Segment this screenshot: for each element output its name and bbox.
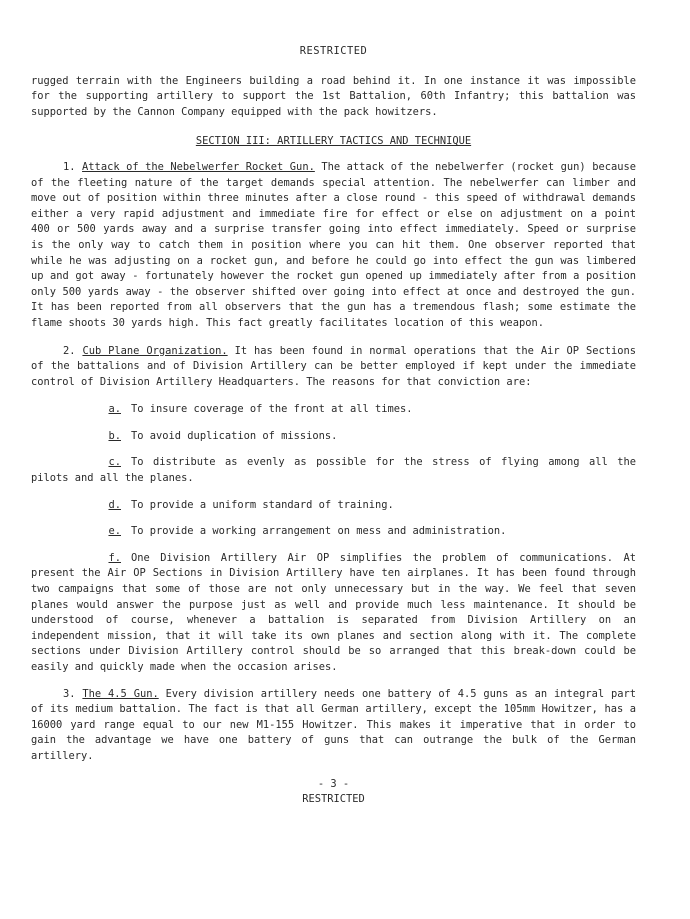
- sub-item-d: [31, 498, 636, 514]
- paragraph-3: [31, 687, 636, 765]
- section-title-text: SECTION III: ARTILLERY TACTICS AND TECHNIQUE: [195, 135, 472, 148]
- sub-item-e-text: To provide a working arrangement on mess and administration.: [131, 525, 507, 538]
- sub-item-e-label: e.: [108, 525, 121, 538]
- sub-item-f-text: One Division Artillery Air OP simplifies the problem of communications. At present the Air OP Sections in Division Artillery have ten airplanes. It has been found through two campaigns that some of those are not only unnecessary but in the way. We feel that seven planes would answer the purpose just as well and provide much less maintenance. It should be understood of course, whenever a battalion is separated from Division Artillery on an independent mission, that it will take its own planes and section along with it. The complete sections under Division Artillery control should be so arranged that this break-down could be easily and quickly made when the occasion arises.: [31, 551, 636, 673]
- classification-footer: RESTRICTED: [302, 793, 365, 806]
- paragraph-2-heading: Cub Plane Organization.: [82, 344, 228, 357]
- sub-item-f: [31, 551, 636, 676]
- classification-header: RESTRICTED: [299, 45, 368, 57]
- sub-item-a-label: a.: [108, 403, 121, 416]
- sub-item-f-label: f.: [108, 551, 121, 564]
- sub-item-b: [31, 429, 636, 445]
- sub-item-a: [31, 402, 636, 418]
- section-title: [31, 134, 636, 150]
- sub-item-d-label: d.: [108, 498, 121, 511]
- sub-item-e: [31, 524, 636, 540]
- page-number: - 3 -: [317, 777, 350, 790]
- paragraph-2: [31, 344, 636, 391]
- paragraph-2-number: 2.: [63, 344, 76, 357]
- sub-item-d-text: To provide a uniform standard of training.: [131, 498, 394, 511]
- paragraph-3-text: Every division artillery needs one battery of 4.5 guns as an integral part of its medium battalion. The fact is that all German artillery, except the 105mm Howitzer, has a 16000 yard range equal to our new M1-155 Howitzer. This makes it imperative that in order to gain the advantage we have one battery of guns that can outrange the bulk of the German artillery.: [31, 687, 636, 762]
- sub-item-c-label: c.: [108, 456, 121, 469]
- sub-item-c: [31, 455, 636, 486]
- paragraph-1-text: The attack of the nebelwerfer (rocket gun) because of the fleeting nature of the target demands special attention. The nebelwerfer can limber and move out of position within three minutes after a close round - this speed of withdrawal demands either a very rapid adjustment and immediate fire for effect or else on adjustment on a point 400 or 500 yards away and a surprise transfer going into effect immediately. Speed or surprise is the only way to catch them in position where you can hit them. One observer reported that while he was adjusting on a rocket gun, and before he could go into effect the gun was limbered up and got away - fortunately however the rocket gun opened up immediately after from a position only 500 yards away - the observer shifted over going into effect at once and destroyed the gun. It has been reported from all observers that the gun has a tremendous flash; some estimate the flame shoots 30 yards high. This fact greatly facilitates location of this weapon.: [31, 160, 636, 329]
- intro-paragraph: rugged terrain with the Engineers building a road behind it. In one instance it was impossible for the supporting artillery to support the 1st Battalion, 60th Infantry; this battalion was supported by the Cannon Company equipped with the pack howitzers.: [31, 74, 636, 118]
- paragraph-1-number: 1.: [63, 160, 76, 173]
- sub-item-a-text: To insure coverage of the front at all times.: [131, 403, 413, 416]
- sub-item-b-text: To avoid duplication of missions.: [131, 429, 338, 442]
- paragraph-3-heading: The 4.5 Gun.: [82, 687, 159, 700]
- paragraph-1: [31, 160, 636, 332]
- sub-item-c-text: To distribute as evenly as possible for the stress of flying among all the pilots and all the planes.: [31, 456, 636, 485]
- sub-item-b-label: b.: [108, 429, 121, 442]
- paragraph-1-heading: Attack of the Nebelwerfer Rocket Gun.: [82, 160, 315, 173]
- paragraph-3-number: 3.: [63, 687, 76, 700]
- paragraph-2-text: It has been found in normal operations that the Air OP Sections of the battalions and of Division Artillery can be better employed if kept under the immediate control of Division Artillery Headquarters. The reasons for that conviction are:: [31, 344, 636, 388]
